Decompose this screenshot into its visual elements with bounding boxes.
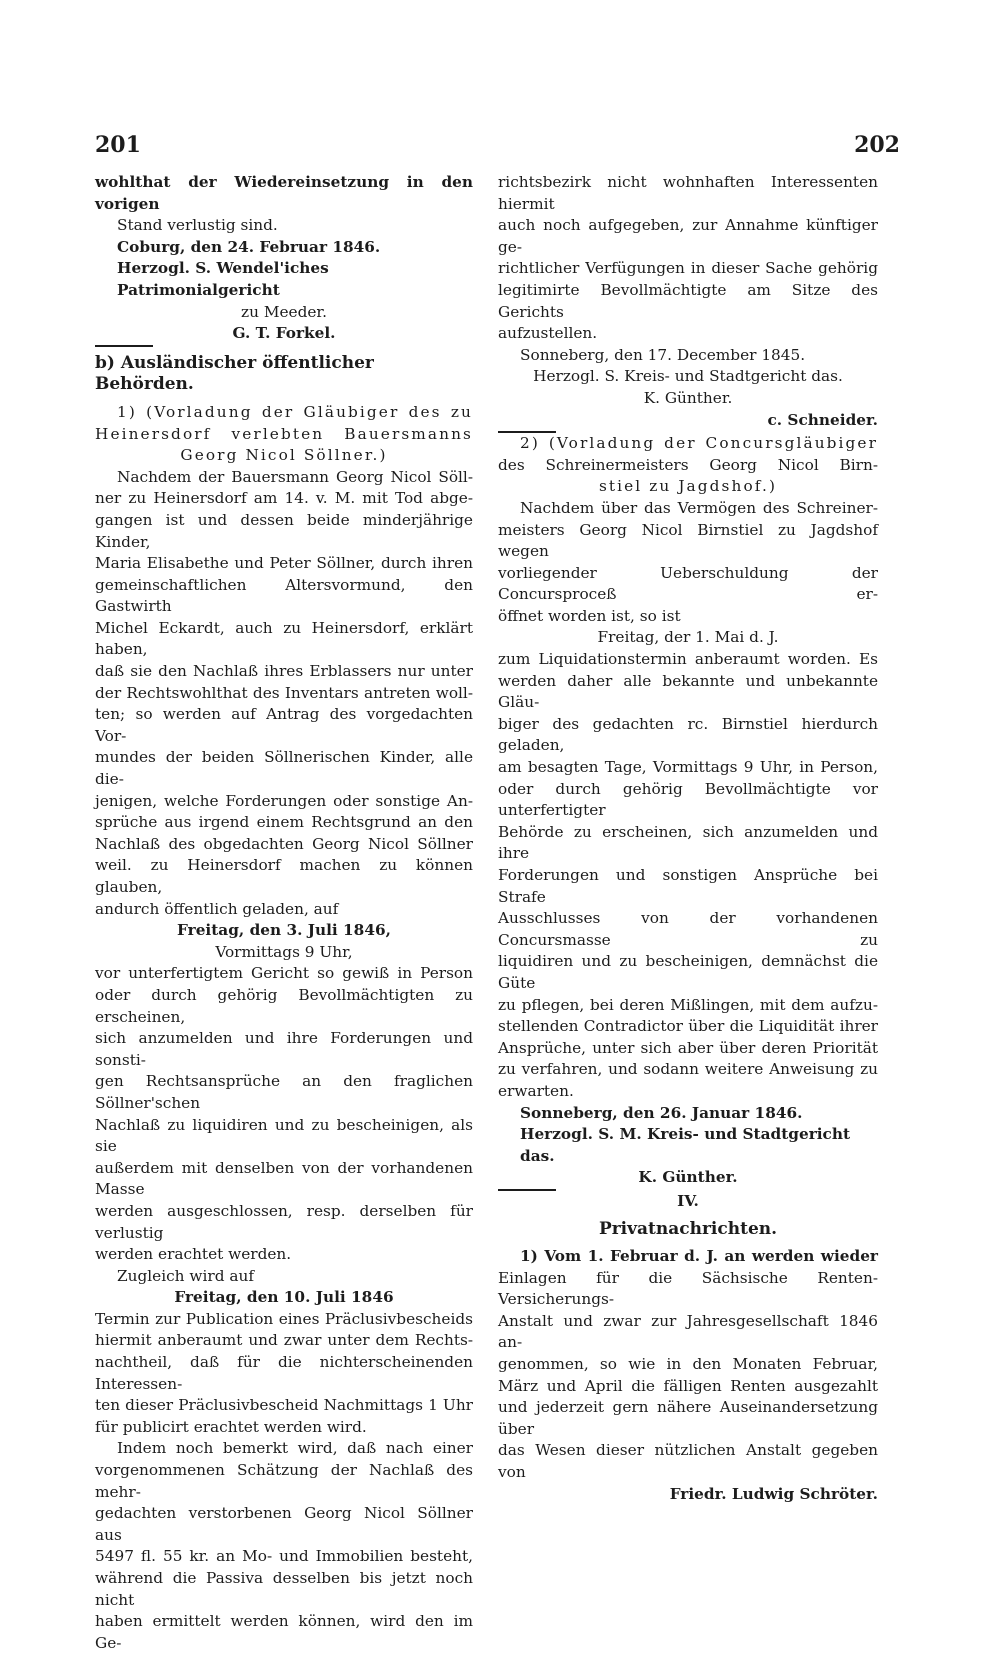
left-column [95,172,473,1654]
text-line: am besagten Tage, Vormittags 9 Uhr, in Person, [498,758,878,777]
text-line: Termin zur Publication eines Präclusivbescheids [95,1309,473,1328]
text-line: zu verfahren, und sodann weitere Anweisung zu [498,1060,878,1079]
text-line: andurch öffentlich geladen, auf [95,899,339,918]
text-line: vorgenommenen Schätzung der Nachlaß des mehr- [95,1461,473,1501]
text-line: gen Rechtsansprüche an den fraglichen Söllner'schen [95,1072,473,1112]
text-line: Privatnachrichten. [598,1218,778,1239]
text-line: Maria Elisabethe und Peter Söllner, durch ihren [95,554,473,573]
text-line: Heinersdorf verlebten Bauersmanns [95,424,473,443]
text-line: Behörde zu erscheinen, sich anzumelden und ihre [498,822,878,863]
text-line: weil. zu Heinersdorf machen zu können glauben, [95,856,473,896]
text-line: ten; so werden auf Antrag des vorgedachten Vor- [95,705,473,745]
text-line: zum Liquidationstermin anberaumt worden. Es [498,650,878,669]
section-divider [95,345,153,347]
text-line: Sonneberg, den 17. December 1845. [520,345,806,364]
text-line: nachtheil, daß für die nichterscheinenden Interessen- [95,1353,473,1393]
text-line: außerdem mit denselben von der vorhandenen Masse [95,1158,473,1199]
text-line: stellenden Contradictor über die Liquidität ihrer [498,1017,878,1036]
text-line: c. Schneider. [767,410,878,429]
text-line: mundes der beiden Söllnerischen Kinder, alle die- [95,748,473,789]
text-line: Nachlaß des obgedachten Georg Nicol Söllner [95,834,473,853]
text-line: und jederzeit gern nähere Auseinandersetzung über [498,1398,878,1438]
text-line: des Schreinermeisters Georg Nicol Birn- [498,455,878,474]
text-line: Coburg, den 24. Februar 1846. [117,237,381,256]
text-line: wohlthat der Wiedereinsetzung in den vorigen [95,173,473,213]
text-line: legitimirte Bevollmächtigte am Sitze des Gerichts [498,280,878,321]
text-line: b) Ausländischer öffentlicher Behörden. [95,352,374,395]
text-line: Einlagen für die Sächsische Renten-Versicherungs- [498,1268,878,1309]
text-line: 5497 fl. 55 kr. an Mo- und Immobilien besteht, [95,1547,473,1566]
text-line: Sonneberg, den 26. Januar 1846. [520,1103,803,1122]
text-line: vor unterfertigtem Gericht so gewiß in Person [95,964,473,983]
text-line: Freitag, der 1. Mai d. J. [597,628,779,647]
text-line: Stand verlustig sind. [117,216,278,235]
text-line: Herzogl. S. Wendel'iches Patrimonialgericht [117,259,329,299]
text-line: Nachdem über das Vermögen des Schreiner- [520,498,878,517]
text-line: werden erachtet werden. [95,1245,292,1264]
text-line: öffnet worden ist, so ist [498,606,681,625]
page-number-left: 201 [95,132,141,158]
text-line: oder durch gehörig Bevollmächtigte vor unterfertigter [498,779,878,820]
text-line: während die Passiva desselben bis jetzt noch nicht [95,1569,473,1609]
text-line: zu Meeder. [241,302,327,321]
text-line: zu pflegen, bei deren Mißlingen, mit dem aufzu- [498,995,878,1014]
text-line: Forderungen und sonstigen Ansprüche bei Strafe [498,866,878,906]
text-line: stiel zu Jagdshof.) [598,477,778,496]
text-line: G. T. Forkel. [232,324,336,343]
text-line: haben ermittelt werden können, wird den im Ge- [95,1612,473,1652]
text-line: erwarten. [498,1081,574,1100]
text-line: Ansprüche, unter sich aber über deren Priorität [498,1038,878,1057]
text-line: 1) Vom 1. Februar d. J. an werden wieder [520,1247,878,1266]
text-line: Nachlaß zu liquidiren und zu bescheinigen, als sie [95,1115,473,1156]
text-line: genommen, so wie in den Monaten Februar, [498,1355,878,1374]
text-line: meisters Georg Nicol Birnstiel zu Jagdshof wegen [498,520,878,561]
text-line: Anstalt und zwar zur Jahresgesellschaft 1846 an- [498,1311,878,1352]
text-line: hiermit anberaumt und zwar unter dem Rechts- [95,1331,473,1350]
text-line: oder durch gehörig Bevollmächtigten zu erscheinen, [95,985,473,1026]
text-line: Zugleich wird auf [117,1266,254,1285]
text-line: daß sie den Nachlaß ihres Erblassers nur unter [95,662,473,681]
text-line: der Rechtswohlthat des Inventars antreten woll- [95,683,473,702]
text-line: liquidiren und zu bescheinigen, demnächst die Güte [498,952,878,992]
text-line: richtsbezirk nicht wohnhaften Interessenten hiermit [498,173,878,213]
text-line: das Wesen dieser nützlichen Anstalt gegeben von [498,1441,878,1482]
text-line: 2) (Vorladung der Concursgläubiger [520,434,878,453]
text-line: Michel Eckardt, auch zu Heinersdorf, erklärt haben, [95,618,473,659]
text-line: auch noch aufgegeben, zur Annahme künftiger ge- [498,216,878,256]
text-line: IV. [677,1191,699,1210]
text-line: aufzustellen. [498,324,598,343]
text-line: gangen ist und dessen beide minderjährige Kinder, [95,510,473,551]
text-line: biger des gedachten rc. Birnstiel hierdurch geladen, [498,714,878,755]
text-line: Indem noch bemerkt wird, daß nach einer [117,1439,473,1458]
text-line: gedachten verstorbenen Georg Nicol Söllner aus [95,1504,473,1544]
text-line: vorliegender Ueberschuldung der Concursproceß er- [498,563,878,604]
text-line: Ausschlusses von der vorhandenen Concursmasse zu [498,909,878,949]
text-line: März und April die fälligen Renten ausgezahlt [498,1376,878,1395]
text-line: sich anzumelden und ihre Forderungen und sonsti- [95,1029,473,1069]
text-line: Freitag, den 3. Juli 1846, [177,921,391,940]
text-line: für publicirt erachtet werden wird. [95,1417,367,1436]
text-line: 1) (Vorladung der Gläubiger des zu [117,402,473,421]
text-line: K. Günther. [643,388,733,407]
text-line: Herzogl. S. Kreis- und Stadtgericht das. [533,367,843,386]
text-line: werden daher alle bekannte und unbekannte Gläu- [498,671,878,712]
text-line: K. Günther. [638,1168,738,1187]
text-line: Vormittags 9 Uhr, [215,942,353,961]
text-line: gemeinschaftlichen Altersvormund, den Gastwirth [95,575,473,616]
text-line: Georg Nicol Söllner.) [180,446,388,465]
page-number-right: 202 [854,132,900,158]
text-line: ner zu Heinersdorf am 14. v. M. mit Tod abge- [95,489,473,508]
text-line: jenigen, welche Forderungen oder sonstige An- [95,791,473,810]
text-line: ten dieser Präclusivbescheid Nachmittags 1 Uhr [95,1396,473,1415]
text-line: Herzogl. S. M. Kreis- und Stadtgericht das. [520,1125,851,1165]
text-line: werden ausgeschlossen, resp. derselben für verlustig [95,1201,473,1242]
text-line: Nachdem der Bauersmann Georg Nicol Söll- [117,467,473,486]
text-line: richtlicher Verfügungen in dieser Sache gehörig [498,259,878,278]
text-line: sprüche aus irgend einem Rechtsgrund an den [95,813,473,832]
text-line: Freitag, den 10. Juli 1846 [174,1288,394,1307]
right-column [498,172,878,1505]
text-line: Friedr. Ludwig Schröter. [669,1484,878,1503]
